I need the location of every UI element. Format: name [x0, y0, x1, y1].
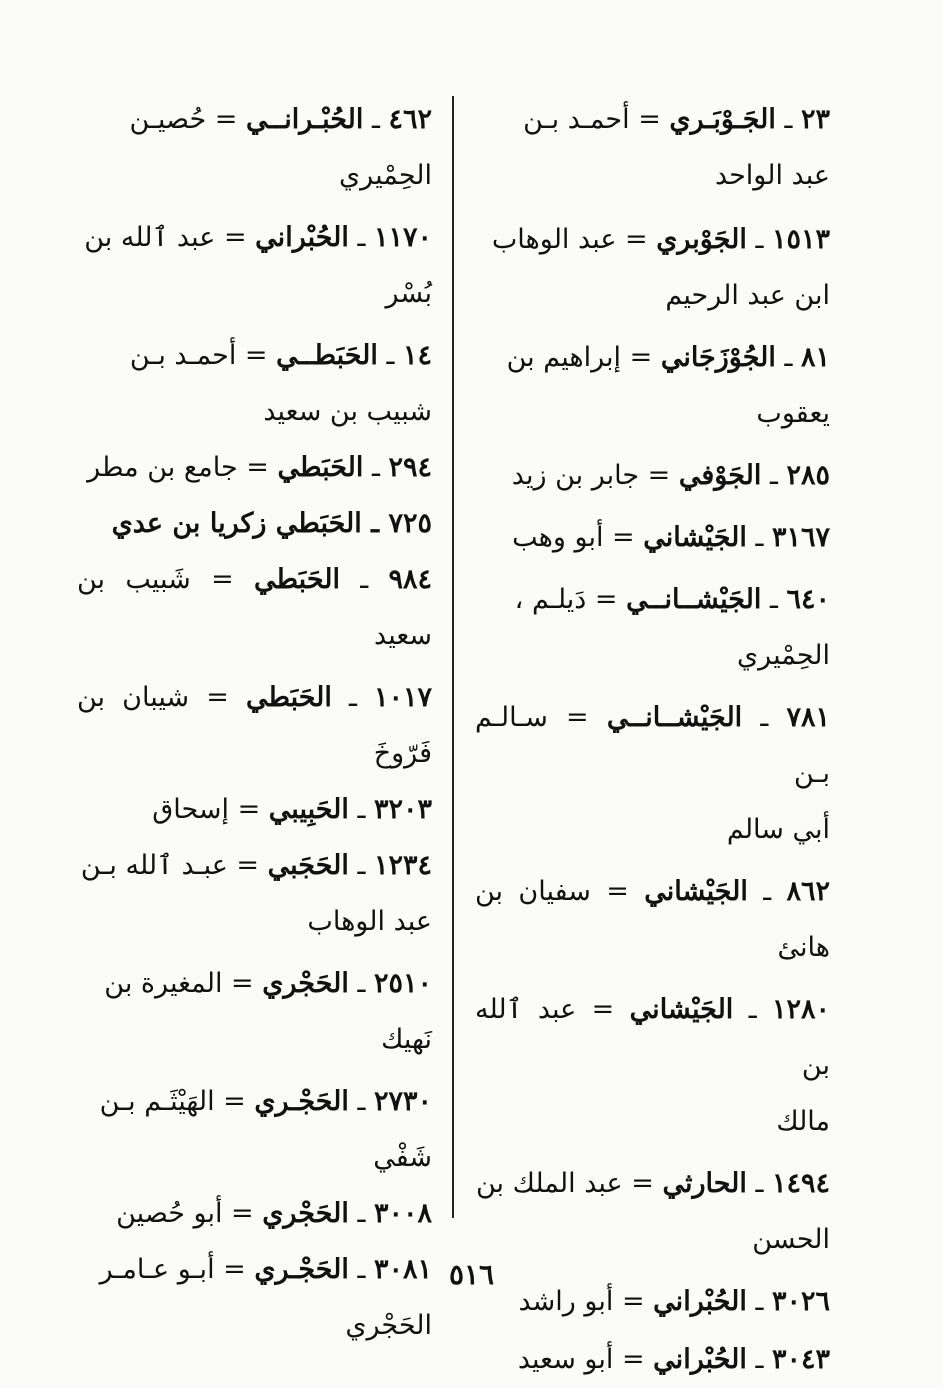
entry-number: ٨١	[800, 342, 830, 373]
entry-nisba: الحارثي	[662, 1168, 747, 1199]
entry-number: ٨٦٢	[786, 876, 830, 907]
index-entry: ٢٥١٠ ـ الحَجْري = المغيرة بن نَهيك	[77, 956, 432, 1068]
entry-nisba: الجَيْشاني	[629, 994, 734, 1025]
entry-nisba: الجَيْشــانــي	[626, 584, 762, 615]
entry-continuation: شَفْي	[373, 1142, 432, 1173]
index-entry: ٢٣ ـ الجَـوْبَـري = أحمـد بـن عبد الواحد	[475, 92, 830, 204]
index-entry: ١٠١٧ ـ الحَبَطي = شيبان بن فَرّوخَ	[77, 682, 432, 769]
entry-continuation: مالك	[776, 1106, 830, 1137]
entry-number: ٧٢٥	[388, 508, 432, 539]
entry-number: ٣١٦٧	[771, 522, 830, 553]
entry-name: = أبـو عـامـر	[99, 1254, 246, 1285]
entry-name: = أبو حُصين	[116, 1198, 254, 1229]
entry-name: = عبد ٱلله بن	[84, 222, 247, 253]
index-entry: ٧٨١ ـ الجَيْشــانــي = سـالـم بـن أبي سالم	[475, 690, 830, 858]
entry-continuation: يعقوب	[756, 398, 830, 429]
entry-name: = حُصيـن	[129, 104, 238, 135]
entry-continuation: نَهيك	[381, 1024, 432, 1055]
entry-number: ١٢٣٤	[373, 850, 432, 881]
entry-continuation: الحسن	[752, 1224, 830, 1255]
entry-number: ٣٠٤٣	[771, 1344, 830, 1375]
entry-number: ٣٠٨١	[373, 1254, 432, 1285]
entry-name: = أحمـد بـن	[129, 340, 268, 371]
index-entry: ٣٠٨١ ـ الحَجْـري = أبـو عـامـر الحَجْري	[77, 1242, 432, 1354]
entry-number: ٣٠٢٦	[771, 1286, 830, 1317]
entry-name: = سـالـم بـن	[475, 702, 830, 789]
entry-name: = سفيان بن هانئ	[475, 876, 830, 963]
entry-name: = عبد الوهاب	[491, 224, 648, 255]
index-entry: ٨٦٢ ـ الجَيْشاني = سفيان بن هانئ	[475, 876, 830, 963]
index-entry: ١٢٨٠ ـ الجَيْشاني = عبد ٱلله بن مالك	[475, 982, 830, 1150]
entry-continuation: الحَجْري	[345, 1310, 432, 1341]
entry-name: = أبو راشد	[518, 1286, 645, 1317]
index-entry: ٢٨٥ ـ الجَوْفي = جابر بن زيد	[511, 460, 830, 491]
index-entry: ٣١٦٧ ـ الجَيْشاني = أبو وهب	[512, 522, 830, 553]
index-entry: ٢٧٣٠ ـ الحَجْـري = الهَيْثَـم بـن شَفْي	[77, 1074, 432, 1186]
entry-continuation: ابن عبد الرحيم	[665, 280, 830, 311]
entry-name: = شَبيب بن سعيد	[77, 564, 432, 651]
entry-number: ٢٥١٠	[373, 968, 432, 999]
index-entry: ١١٧٠ ـ الحُبْراني = عبد ٱلله بن بُسْر	[77, 210, 432, 322]
entry-nisba: الحَبَطي	[277, 452, 364, 483]
entry-name: = عبـد ٱلله بـن	[80, 850, 260, 881]
entry-number: ١٥١٣	[771, 224, 830, 255]
entry-nisba: الجُوْزَجَاني	[660, 342, 776, 373]
entry-name: زكريا بن عدي	[111, 508, 267, 539]
entry-nisba: الجَـوْبَـري	[669, 104, 776, 135]
entry-continuation: عبد الواحد	[714, 160, 830, 191]
index-entry: ٧٢٥ ـ الحَبَطي زكريا بن عدي	[111, 508, 432, 539]
left-column	[77, 92, 432, 1354]
index-entry: ١٥١٣ ـ الجَوْبري = عبد الوهاب ابن عبد الرحيم	[475, 212, 830, 324]
entry-nisba: الحَبَطي	[245, 682, 332, 713]
entry-nisba: الحُبْـرانــي	[245, 104, 364, 135]
entry-nisba: الجَيْشــانــي	[606, 702, 743, 733]
entry-nisba: الحَبَطــي	[276, 340, 378, 371]
entry-number: ٧٨١	[786, 702, 830, 733]
entry-nisba: الجَوْفي	[678, 460, 762, 491]
entry-continuation: بُسْر	[385, 278, 432, 309]
entry-number: ١١٧٠	[373, 222, 432, 253]
index-entry: ٤٦٢ ـ الحُبْـرانــي = حُصيـن الحِمْيري	[77, 92, 432, 204]
entry-number: ٣٠٠٨	[373, 1198, 432, 1229]
entry-nisba: الحَبَطي	[254, 564, 340, 595]
entry-number: ٢٣	[800, 104, 830, 135]
index-entry: ٣٢٠٣ ـ الحَبِيبي = إسحاق	[152, 794, 432, 825]
right-column	[475, 92, 830, 1388]
index-entry: ٨١ ـ الجُوْزَجَاني = إبراهيم بن يعقوب	[475, 330, 830, 442]
entry-name: = جامع بن مطر	[87, 452, 269, 483]
entry-nisba: الجَيْشاني	[643, 522, 747, 553]
entry-number: ٤٦٢	[388, 104, 432, 135]
entry-name: = أحمـد بـن	[523, 104, 661, 135]
entry-name: = الهَيْثَـم بـن	[99, 1086, 246, 1117]
entry-name: = المغيرة بن	[104, 968, 254, 999]
entry-number: ١٤٩٤	[771, 1168, 830, 1199]
entry-nisba: الجَوْبري	[656, 224, 747, 255]
entry-nisba: الحَبَطي	[275, 508, 362, 539]
entry-number: ٢٨٥	[786, 460, 830, 491]
entry-number: ٦٤٠	[786, 584, 830, 615]
index-entry: ٣٠٢٦ ـ الحُبْراني = أبو راشد	[518, 1286, 830, 1317]
entry-number: ٢٩٤	[388, 452, 432, 483]
entry-name: = إسحاق	[152, 794, 261, 825]
entry-name: = إبراهيم بن	[506, 342, 653, 373]
entry-name: = عبد ٱلله بن	[475, 994, 830, 1081]
column-divider	[452, 96, 454, 1218]
page-number: ٥١٦	[448, 1258, 495, 1291]
entry-number: ٢٧٣٠	[373, 1086, 432, 1117]
index-entry: ١٢٣٤ ـ الحَجَبي = عبـد ٱلله بـن عبد الوهاب	[77, 838, 432, 950]
entry-nisba: الحُبْراني	[255, 222, 349, 253]
entry-number: ١٠١٧	[373, 682, 432, 713]
entry-nisba: الحَجْري	[262, 968, 349, 999]
entry-nisba: الحَجَبي	[267, 850, 349, 881]
entry-name: = جابر بن زيد	[511, 460, 671, 491]
entry-nisba: الجَيْشاني	[644, 876, 748, 907]
entry-number: ١٢٨٠	[771, 994, 830, 1025]
index-entry: ١٤٩٤ ـ الحارثي = عبد الملك بن الحسن	[475, 1156, 830, 1268]
entry-continuation: عبد الوهاب	[307, 906, 432, 937]
index-entry: ٦٤٠ ـ الجَيْشــانــي = دَيلـم ، الحِمْيري	[475, 572, 830, 684]
entry-name: = أبو سعيد	[517, 1344, 645, 1375]
entry-nisba: الحُبْراني	[653, 1286, 747, 1317]
entry-number: ٣٢٠٣	[373, 794, 432, 825]
entry-name: = عبد الملك بن	[475, 1168, 654, 1199]
entry-nisba: الحَبِيبي	[268, 794, 349, 825]
index-entry: ١٤ ـ الحَبَطــي = أحمـد بـن شبيب بن سعيد	[77, 328, 432, 440]
entry-number: ١٤	[402, 340, 432, 371]
entry-name: = أبو وهب	[512, 522, 635, 553]
entry-number: ٩٨٤	[388, 564, 432, 595]
entry-continuation: شبيب بن سعيد	[263, 396, 432, 427]
index-entry: ٣٠٤٣ ـ الحُبْراني = أبو سعيد	[517, 1344, 830, 1375]
index-entry: ٣٠٠٨ ـ الحَجْري = أبو حُصين	[116, 1198, 432, 1229]
entry-nisba: الحَجْـري	[254, 1086, 349, 1117]
entry-name: = شيبان بن فَرّوخَ	[77, 682, 432, 769]
entry-continuation: الحِمْيري	[737, 640, 830, 671]
entry-continuation: أبي سالم	[726, 814, 830, 845]
entry-nisba: الحُبْراني	[653, 1344, 747, 1375]
index-entry: ٩٨٤ ـ الحَبَطي = شَبيب بن سعيد	[77, 564, 432, 651]
index-entry: ٢٩٤ ـ الحَبَطي = جامع بن مطر	[87, 452, 432, 483]
entry-continuation: الحِمْيري	[339, 160, 432, 191]
entry-nisba: الحَجْري	[262, 1198, 349, 1229]
entry-nisba: الحَجْـري	[254, 1254, 349, 1285]
entry-name: = دَيلـم ،	[514, 584, 618, 615]
